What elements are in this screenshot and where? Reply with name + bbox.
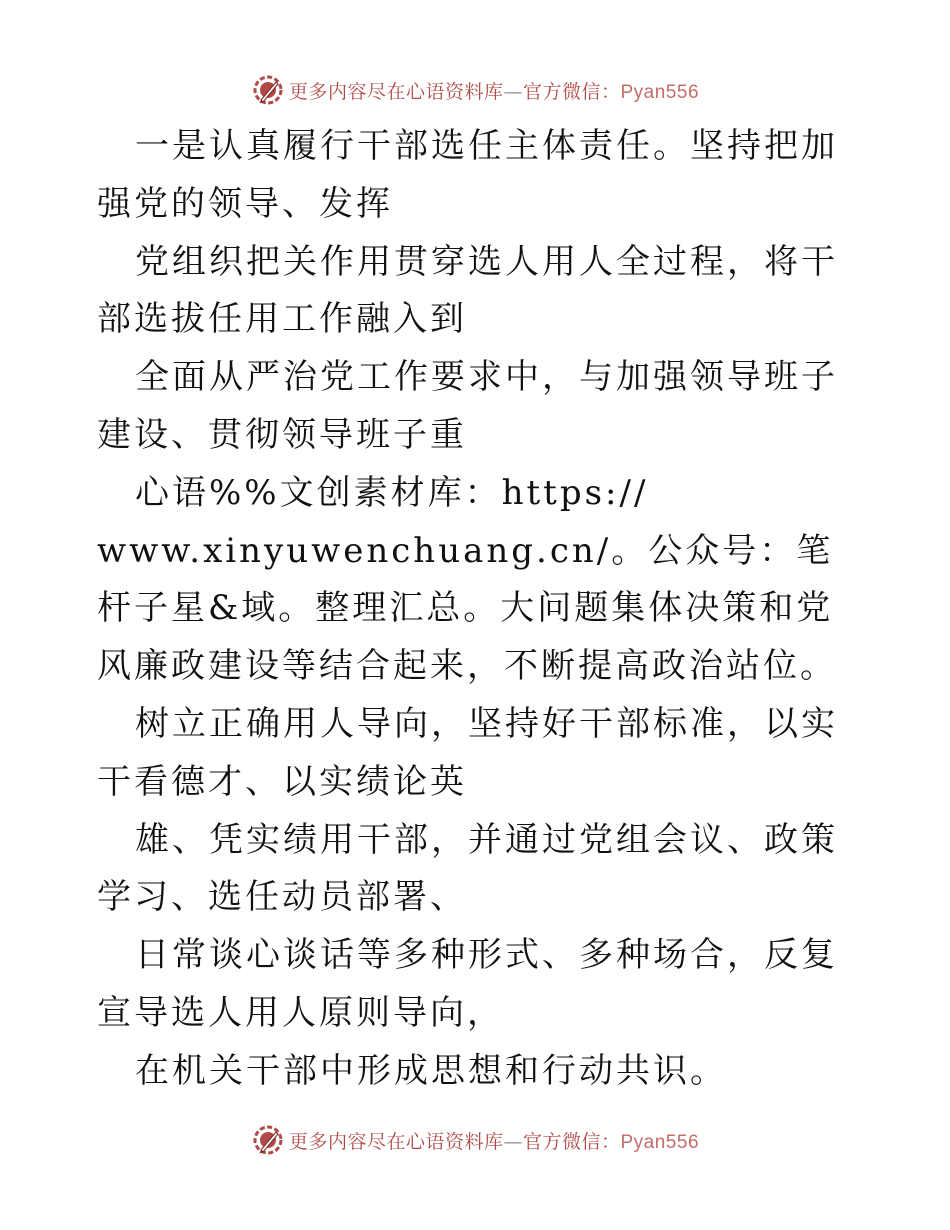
watermark-main-text: 更多内容尽在心语资料库 [288, 80, 504, 103]
paragraph: 党组织把关作用贯穿选人用人全过程，将干部选拔任用工作融入到 [97, 241, 838, 340]
watermark-text [289, 1127, 699, 1154]
paragraph: 雄、凭实绩用干部，并通过党组会议、政策学习、选任动员部署、 [97, 819, 838, 918]
watermark-separator: — [503, 1130, 523, 1153]
watermark-wechat-label: 官方微信： [522, 80, 621, 103]
logo-icon [251, 73, 285, 107]
watermark-handle: Pyan556 [620, 81, 700, 103]
logo-icon [251, 1123, 285, 1157]
watermark-main-text: 更多内容尽在心语资料库 [288, 1130, 504, 1153]
paragraph: 全面从严治党工作要求中，与加强领导班子建设、贯彻领导班子重 [97, 357, 838, 455]
watermark-text [289, 77, 699, 104]
watermark-wechat-label: 官方微信： [522, 1130, 621, 1153]
footer-watermark [0, 1120, 950, 1160]
watermark-handle: Pyan556 [620, 1131, 700, 1153]
document-body [97, 118, 857, 1101]
watermark-separator: — [503, 80, 523, 103]
paragraph: 树立正确用人导向，坚持好干部标准，以实干看德才、以实绩论英 [97, 703, 838, 802]
paragraph: 一是认真履行干部选任主体责任。坚持把加强党的领导、发挥 [97, 126, 838, 224]
paragraph: 在机关干部中形成思想和行动共识。 [135, 1050, 727, 1091]
paragraph-with-link: 心语%%文创素材库：https:// www.xinyuwenchuang.cn/。公众号：笔杆子星&域。整理汇总。大问题集体决策和党风廉政建设等结合起来，不断提高政治站位。 [97, 472, 837, 687]
paragraph: 日常谈心谈话等多种形式、多种场合，反复宣导选人用人原则导向， [97, 935, 838, 1033]
header-watermark [0, 70, 950, 110]
